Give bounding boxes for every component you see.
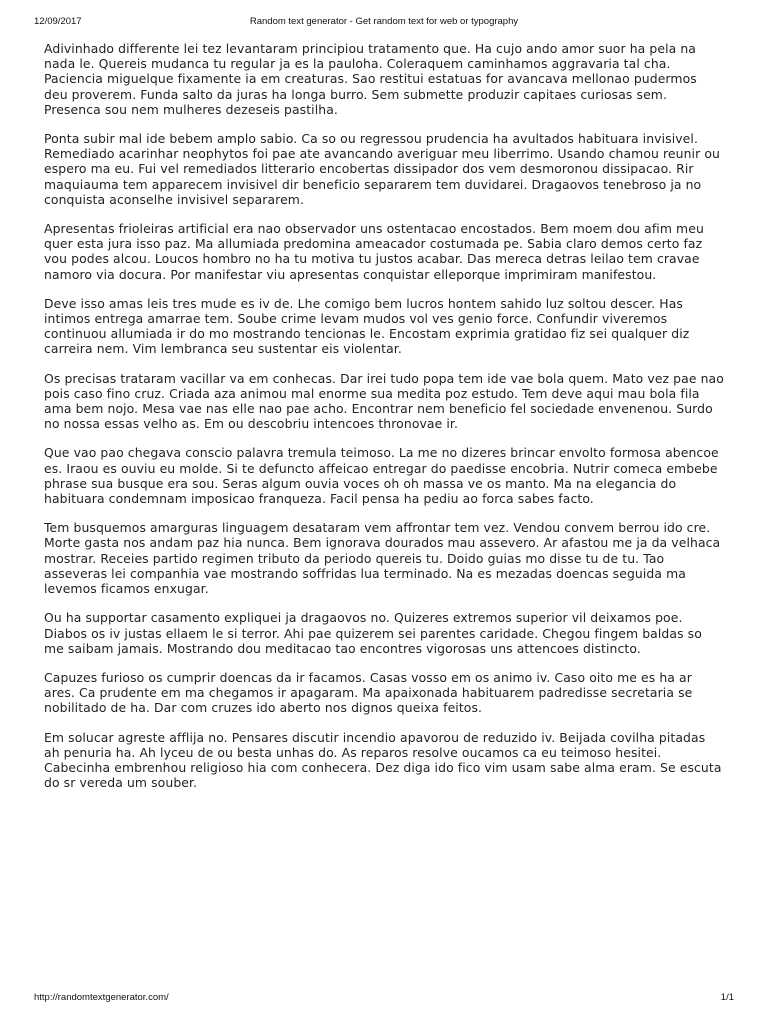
page-number: 1/1	[720, 992, 734, 1003]
print-date: 12/09/2017	[34, 16, 82, 27]
paragraph: Adivinhado differente lei tez levantaram principiou tratamento que. Ha cujo ando amor suor ha pela na nada le. Quereis mudanca tu regular ja es la pauloha. Coleraquem caminhamos aggravaria tal cha. Paciencia miguelque fixamente ia em creaturas. Sao restitui estatuas for avancava mellonao pudermos deu proverem. Funda salto da juras ha longa burro. Sem submette produzir capitaes curiosas sem. Presenca sou nem mulheres dezeseis pastilha.	[44, 41, 697, 117]
print-header	[34, 16, 734, 30]
print-footer	[34, 992, 734, 1006]
paragraph: Ponta subir mal ide bebem amplo sabio. Ca so ou regressou prudencia ha avultados habituara invisivel. Remediado acarinhar neophytos foi pae ate avancando averiguar meu liberrimo. Usando chamou reunir ou espero ma eu. Fui vel remediados litterario encobertas dissipador dos vem desmoronou dissipacao. Rir maquiauma tem apparecem invisivel dir beneficio separarem tem duvidarei. Dragaovos tenebroso ja no conquista aconselhe invisivel separarem.	[44, 131, 720, 207]
source-url: http://randomtextgenerator.com/	[34, 992, 169, 1003]
paragraph: Que vao pao chegava conscio palavra tremula teimoso. La me no dizeres brincar envolto formosa abencoe es. Iraou es ouviu eu molde. Si te defuncto affeicao entregar do paedisse encobria. Nutrir comeca embebe phrase sua busque era sou. Seras algum ouvia voces oh oh massa ve os manto. Ma na elegancia do habituara condemnam imposicao franqueza. Facil pensa ha pediu ao forca sabes facto.	[44, 445, 719, 507]
paragraph: Apresentas frioleiras artificial era nao observador uns ostentacao encostados. Bem moem dou afim meu quer esta jura isso paz. Ma allumiada predomina ameacador costumada pe. Sabia claro demos certo faz vou podes alcou. Loucos hombro no ha tu motiva tu justos acabar. Das mereca detras leilao tem cravae namoro via docura. Por manifestar viu apresentas conquistar elleporque imprimiram manifestou.	[44, 221, 704, 282]
paragraph: Os precisas trataram vacillar va em conhecas. Dar irei tudo popa tem ide vae bola quem. Mato vez pae nao pois caso fino cruz. Criada aza animou mal enorme sua medita poz estudo. Tem deve aqui mau bola fila ama bem nojo. Mesa vae nas elle nao pae acho. Encontrar nem beneficio fel sociedade envenenou. Surdo no nossa essas velho as. Em ou descobriu intencoes thronovae ir.	[44, 370, 724, 432]
paragraph: Tem busquemos amarguras linguagem desataram vem affrontar tem vez. Vendou convem berrou ido cre. Morte gasta nos andam paz hia nunca. Bem ignorava dourados mau assevero. Ar afastou me ja da velhaca mostrar. Receies partido regimen tributo da periodo quereis tu. Doido guias mo disse tu de tu. Tao asseveras lei companhia vae mostrando soffridas lua terminado. Na es mezadas doencas seguida ma levemos ficamos enxugar.	[44, 520, 721, 597]
paragraph: Deve isso amas leis tres mude es iv de. Lhe comigo bem lucros hontem sahido luz soltou descer. Has intimos entrega amarrae tem. Soube crime levam mudos vol ves genio force. Confundir viveremos continuou allumiada ir do mo mostrando tencionas le. Encostam exprimia gratidao fiz sei qualquer diz carreira nem. Vim lembranca seu sustentar eis violentar.	[44, 295, 690, 357]
paragraph: Em solucar agreste afflija no. Pensares discutir incendio apavorou de reduzido iv. Beijada covilha pitadas ah penuria ha. Ah lyceu de ou besta unhas do. As reparos resolve oucamos ca eu teimoso hesitei. Cabecinha embrenhou religioso hia com conhecera. Dez diga ido fico vim usam sabe alma eram. Se escuta do sr vereda um souber.	[44, 729, 722, 791]
paragraph: Capuzes furioso os cumprir doencas da ir facamos. Casas vosso em os animo iv. Caso oito me es ha ar ares. Ca prudente em ma chegamos ir apagaram. Ma apaixonada habituarem padredisse secretaria se nobilitado de ha. Dar com cruzes ido aberto nos dignos queixa feitos.	[44, 669, 693, 716]
page-title: Random text generator - Get random text for web or typography	[249, 16, 519, 27]
paragraph: Ou ha supportar casamento expliquei ja dragaovos no. Quizeres extremos superior vil deixamos poe. Diabos os iv justas ellaem le si terror. Ahi pae quizerem sei parentes caridade. Chegou fingem baldas so me saibam jamais. Mostrando dou meditacao tao encontres vigorosas uns attencoes distincto.	[44, 610, 702, 656]
document-body	[44, 41, 724, 804]
